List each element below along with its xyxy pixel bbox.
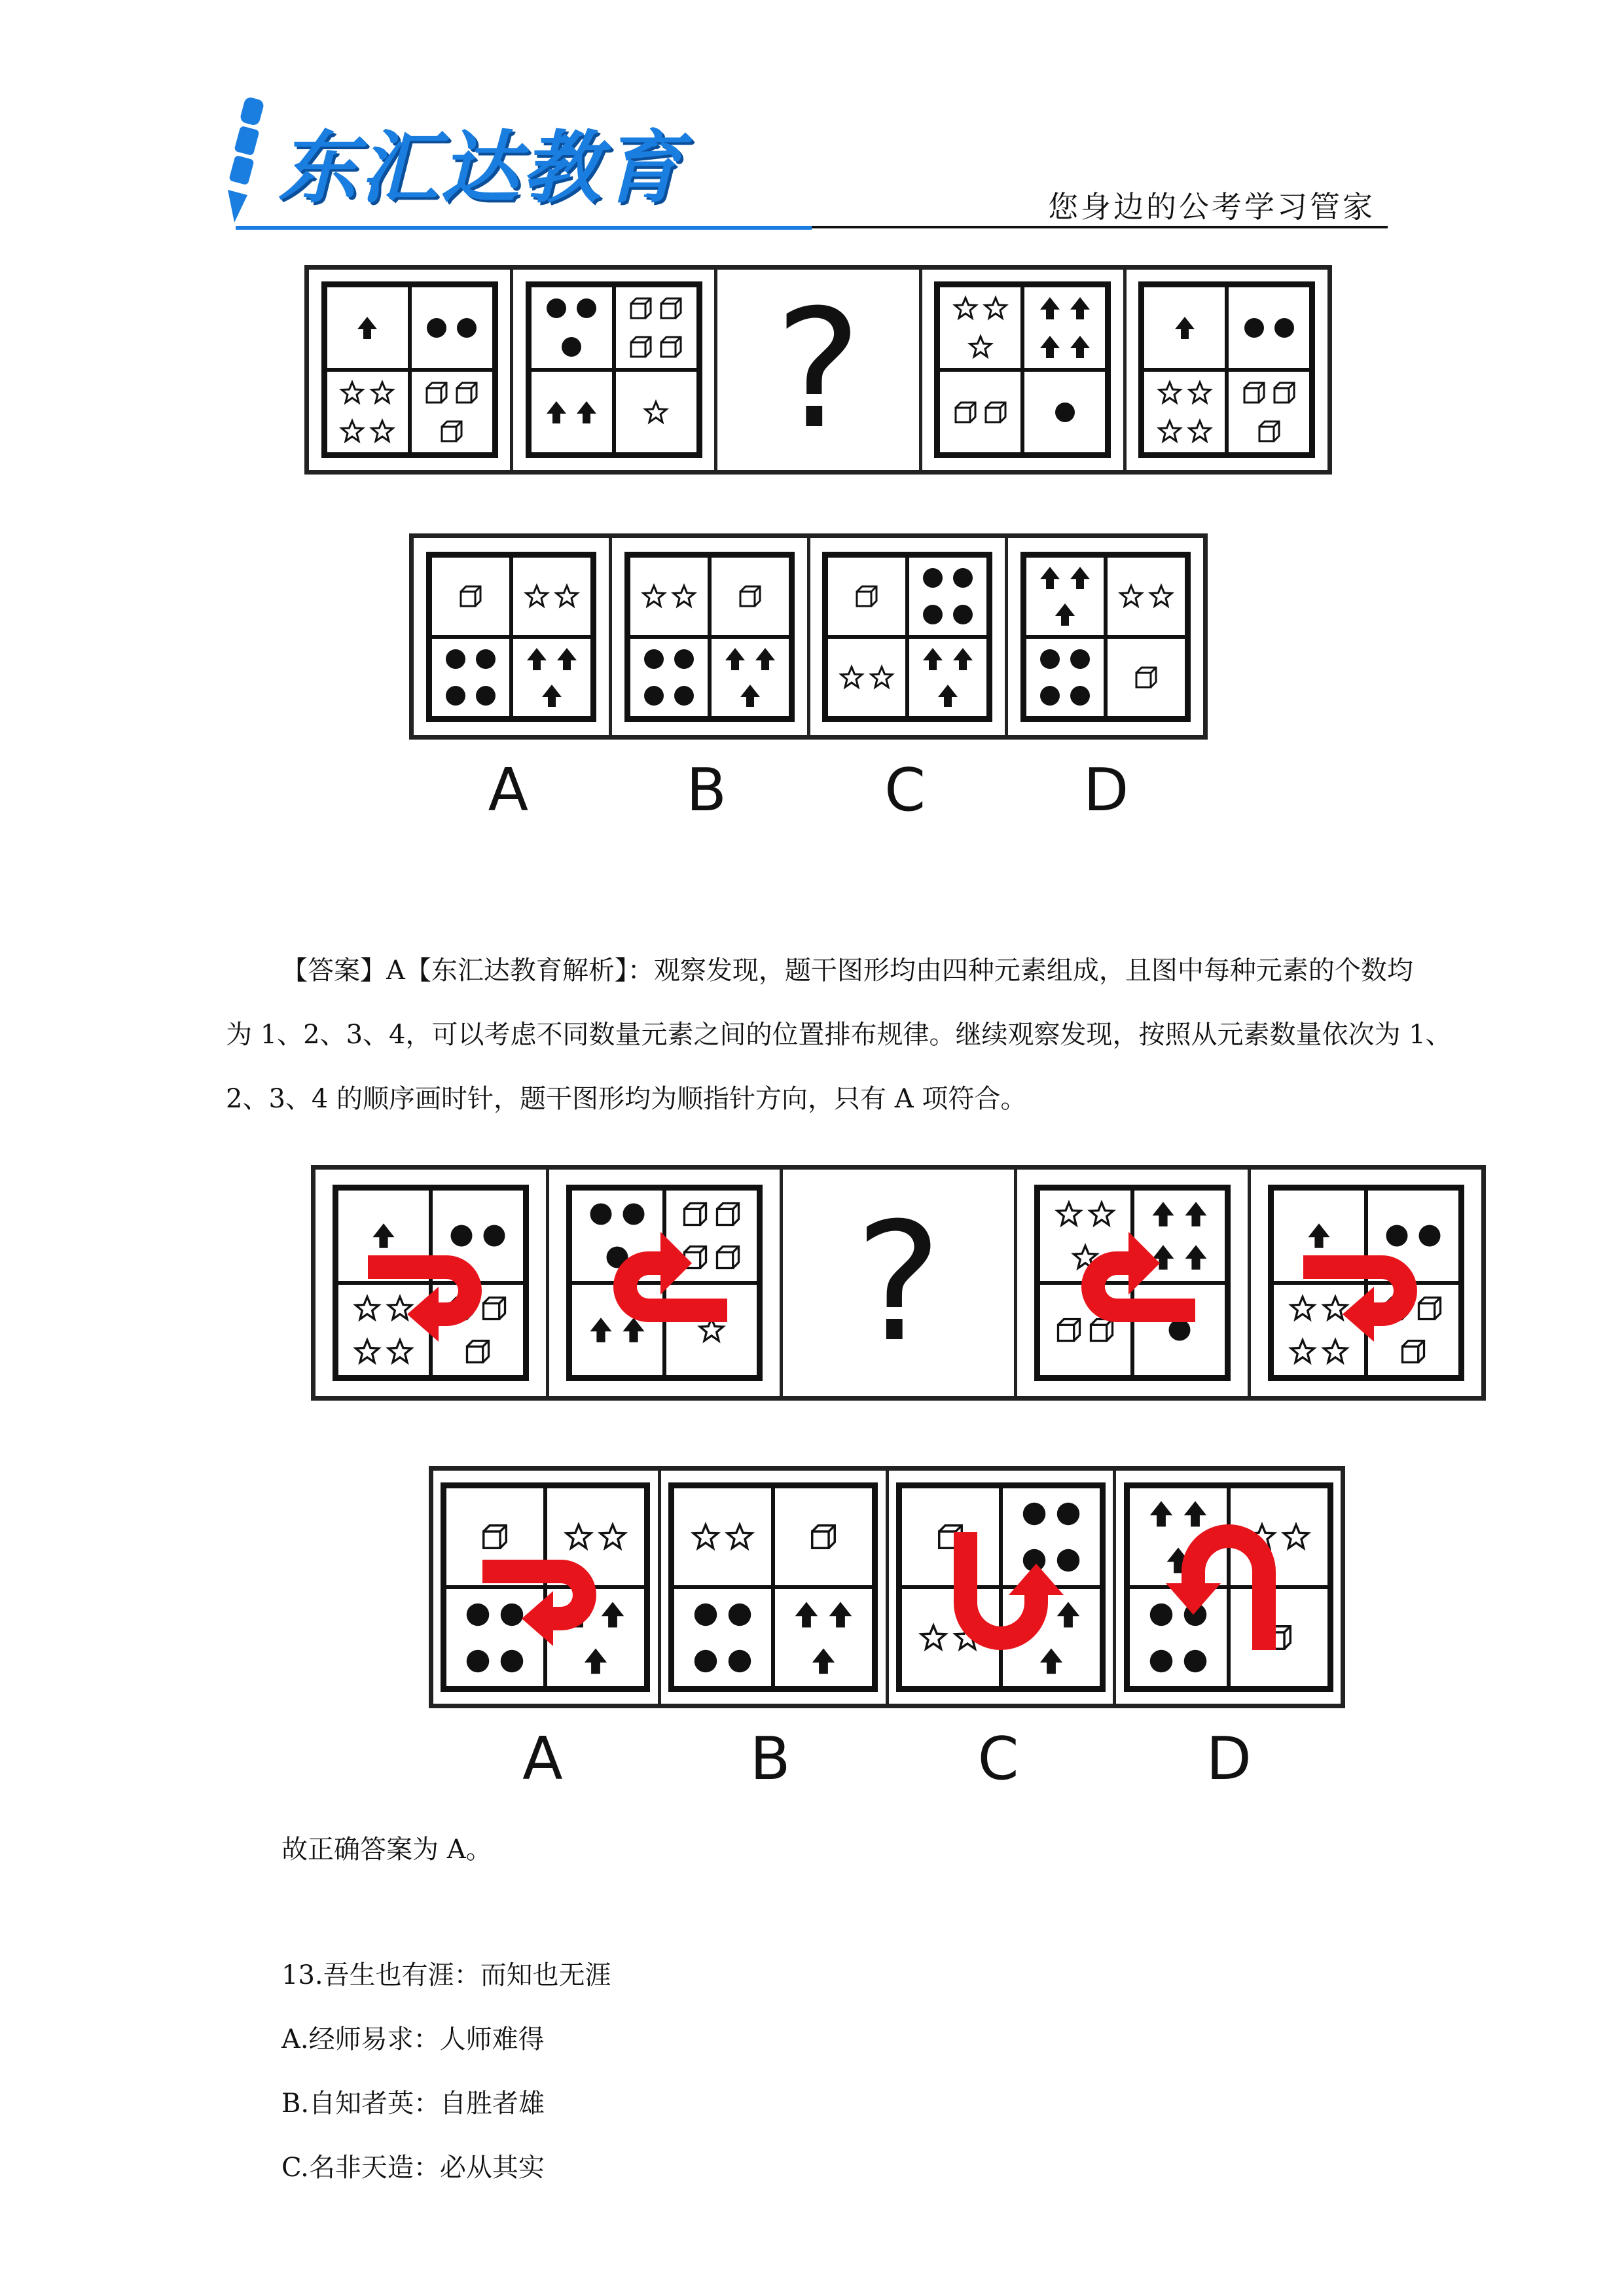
figure-cell	[431, 1189, 525, 1283]
dot-icon	[1180, 1600, 1210, 1630]
star-icon	[598, 1522, 628, 1552]
figure-grid	[426, 552, 596, 722]
dot-icon	[619, 1200, 648, 1229]
figure-cell	[1227, 370, 1311, 454]
pencil-logo-icon	[223, 92, 281, 229]
figure-cell	[672, 1587, 773, 1688]
annotated-question-panel-2	[546, 1170, 780, 1396]
figure-cell	[773, 1486, 874, 1587]
option-panel-2	[609, 538, 807, 735]
figure-cell	[530, 285, 614, 370]
figure-cell	[545, 1486, 646, 1587]
star-icon	[967, 334, 994, 360]
dot-icon	[641, 646, 667, 672]
triangle-arrow-icon	[791, 1600, 821, 1630]
figure-cell	[664, 1189, 759, 1283]
cube-icon	[1271, 380, 1297, 406]
figure-cell	[1132, 1283, 1227, 1377]
dot-icon	[424, 315, 450, 341]
star-icon	[1087, 1200, 1116, 1229]
dot-icon	[1146, 1646, 1176, 1676]
figure-cell	[1366, 1189, 1460, 1283]
star-icon	[386, 1294, 414, 1323]
dot-icon	[1165, 1316, 1194, 1344]
cube-icon	[1055, 1316, 1083, 1344]
question-panel-3	[714, 270, 918, 470]
figure-cell	[1229, 1587, 1329, 1688]
question-13-option-a[interactable]: A.经师易求：人师难得	[281, 2024, 545, 2054]
triangle-arrow-icon	[935, 683, 961, 709]
brand-name: 东汇达教育	[278, 123, 684, 214]
analysis-line-1: 【答案】A【东汇达教育解析】：观察发现，题干图形均由四种元素组成，且图中每种元素的个数均	[281, 956, 1413, 986]
question-panel-2	[510, 270, 714, 470]
star-icon	[339, 380, 365, 406]
star-icon	[1071, 1243, 1100, 1272]
dot-icon	[1067, 646, 1093, 672]
figure-cell	[570, 1283, 664, 1377]
triangle-arrow-icon	[586, 1316, 615, 1344]
figure-cell	[1227, 285, 1311, 370]
annotated-option-panel-2	[658, 1471, 886, 1704]
option-label-d[interactable]: D	[1083, 756, 1129, 825]
star-icon	[671, 583, 697, 609]
figure-cell	[1128, 1587, 1229, 1688]
star-icon	[952, 295, 979, 321]
question-panel-5	[1123, 270, 1327, 470]
star-icon	[1321, 1294, 1350, 1323]
option-label-c[interactable]: C	[884, 756, 926, 825]
triangle-arrow-icon	[354, 315, 380, 341]
triangle-arrow-icon	[1149, 1243, 1178, 1272]
star-icon	[1055, 1200, 1083, 1229]
star-icon	[725, 1522, 755, 1552]
triangle-arrow-icon	[1067, 565, 1093, 591]
cube-icon	[480, 1294, 509, 1323]
dot-icon	[1053, 1545, 1083, 1575]
cube-icon	[681, 1200, 710, 1229]
star-icon	[564, 1522, 594, 1552]
star-icon	[1281, 1522, 1311, 1552]
figure-cell	[1132, 1189, 1227, 1283]
star-icon	[1157, 418, 1183, 444]
question-13-option-c[interactable]: C.名非天造：必从其实	[281, 2153, 545, 2183]
figure-cell	[1142, 285, 1227, 370]
figure-cell	[1272, 1283, 1366, 1377]
dot-icon	[1037, 646, 1063, 672]
figure-cell	[1001, 1587, 1102, 1688]
figure-cell	[430, 556, 511, 637]
triangle-arrow-icon	[1036, 1646, 1066, 1676]
star-icon	[983, 295, 1009, 321]
cube-icon	[447, 1294, 476, 1323]
cube-icon	[952, 399, 979, 425]
triangle-arrow-icon	[722, 646, 748, 672]
figure-cell	[410, 370, 494, 454]
option-panel-4	[1005, 538, 1203, 735]
figure-cell	[1142, 370, 1227, 454]
triangle-arrow-icon	[543, 399, 569, 425]
figure-cell	[907, 556, 988, 637]
dot-icon	[1382, 1221, 1411, 1250]
figure-grid	[822, 552, 992, 722]
figure-cell	[1038, 1283, 1132, 1377]
cube-icon	[628, 334, 654, 360]
dot-icon	[1052, 399, 1078, 425]
triangle-arrow-icon	[619, 1316, 648, 1344]
figure-cell	[336, 1189, 431, 1283]
cube-icon	[854, 583, 880, 609]
conclusion: 故正确答案为 A。	[281, 1835, 492, 1865]
figure-cell	[444, 1587, 545, 1688]
star-icon	[918, 1623, 948, 1653]
figure-cell	[614, 285, 698, 370]
triangle-arrow-icon	[554, 646, 580, 672]
triangle-arrow-icon	[1067, 334, 1093, 360]
figure-cell	[1038, 1189, 1132, 1283]
triangle-arrow-icon	[1146, 1499, 1176, 1529]
figure-grid	[624, 552, 795, 722]
cube-icon	[935, 1522, 965, 1552]
option-label-a[interactable]: A	[488, 756, 529, 825]
triangle-arrow-icon	[369, 1221, 398, 1250]
figure-cell	[614, 370, 698, 454]
figure-grid	[1020, 552, 1191, 722]
dot-icon	[497, 1600, 527, 1630]
star-icon	[369, 380, 395, 406]
cube-icon	[463, 1337, 492, 1366]
star-icon	[353, 1337, 382, 1366]
triangle-arrow-icon	[1053, 1600, 1083, 1630]
option-labels	[409, 756, 1208, 825]
dot-icon	[473, 683, 499, 709]
star-icon	[554, 583, 580, 609]
cube-icon	[1133, 664, 1159, 691]
cube-icon	[1087, 1316, 1116, 1344]
figure-grid	[668, 1482, 878, 1692]
figure-grid	[1034, 1185, 1231, 1381]
star-icon	[839, 664, 865, 691]
figure-cell	[1024, 556, 1106, 637]
figure-cell	[672, 1486, 773, 1587]
star-icon	[1247, 1522, 1277, 1552]
figure-cell	[511, 637, 592, 718]
annotated-options-row	[429, 1466, 1345, 1708]
triangle-arrow-icon	[1067, 295, 1093, 321]
figure-grid	[441, 1482, 650, 1692]
dot-icon	[454, 315, 480, 341]
triangle-arrow-icon	[539, 683, 565, 709]
figure-grid	[1138, 281, 1315, 458]
cube-icon	[658, 334, 684, 360]
figure-cell	[938, 370, 1022, 454]
dot-icon	[1241, 315, 1267, 341]
triangle-arrow-icon	[1182, 1243, 1210, 1272]
dot-icon	[558, 334, 585, 360]
question-panel-1	[309, 270, 510, 470]
annotated-question-panel-5	[1248, 1170, 1481, 1396]
dot-icon	[1053, 1499, 1083, 1529]
triangle-arrow-icon	[1180, 1499, 1210, 1529]
figure-cell	[431, 1283, 525, 1377]
dot-icon	[463, 1646, 493, 1676]
dot-icon	[1067, 683, 1093, 709]
figure-cell	[545, 1587, 646, 1688]
cube-icon	[454, 380, 480, 406]
figure-cell	[511, 556, 592, 637]
option-panel-3	[807, 538, 1005, 735]
dot-icon	[1415, 1221, 1444, 1250]
figure-grid	[333, 1185, 529, 1381]
triangle-arrow-icon	[1052, 601, 1078, 628]
star-icon	[952, 1623, 983, 1653]
annotated-option-labels	[429, 1725, 1345, 1793]
option-panel-1	[414, 538, 609, 735]
figure-cell	[907, 637, 988, 718]
cube-icon	[1264, 1623, 1294, 1653]
figure-cell	[1229, 1486, 1329, 1587]
star-icon	[1157, 380, 1183, 406]
figure-cell	[430, 637, 511, 718]
triangle-arrow-icon	[564, 1600, 594, 1630]
annotated-question-panel-4	[1014, 1170, 1248, 1396]
dot-icon	[543, 295, 569, 321]
figure-grid	[526, 281, 702, 458]
triangle-arrow-icon	[581, 1646, 611, 1676]
figure-cell	[530, 370, 614, 454]
star-icon	[1187, 380, 1213, 406]
figure-cell	[628, 637, 710, 718]
dot-icon	[497, 1646, 527, 1676]
triangle-arrow-icon	[1019, 1600, 1049, 1630]
figure-cell	[664, 1283, 759, 1377]
triangle-arrow-icon	[1305, 1221, 1333, 1250]
triangle-arrow-icon	[825, 1600, 856, 1630]
cube-icon	[458, 583, 484, 609]
dot-icon	[603, 1243, 632, 1272]
question-13-stem: 13.吾生也有涯：而知也无涯	[281, 1960, 611, 1990]
figure-cell	[325, 370, 410, 454]
figure-cell	[900, 1486, 1001, 1587]
figure-cell	[710, 637, 791, 718]
figure-grid	[1268, 1185, 1464, 1381]
triangle-arrow-icon	[1037, 295, 1063, 321]
figure-cell	[325, 285, 410, 370]
figure-cell	[444, 1486, 545, 1587]
star-icon	[691, 1522, 721, 1552]
triangle-arrow-icon	[573, 399, 600, 425]
figure-cell	[628, 556, 710, 637]
figure-cell	[570, 1189, 664, 1283]
dot-icon	[447, 1221, 476, 1250]
dot-icon	[1180, 1646, 1210, 1676]
star-icon	[1187, 418, 1213, 444]
dot-icon	[920, 565, 946, 591]
triangle-arrow-icon	[1037, 334, 1063, 360]
cube-icon	[713, 1200, 742, 1229]
cube-icon	[658, 295, 684, 321]
triangle-arrow-icon	[1149, 1200, 1178, 1229]
figure-cell	[773, 1587, 874, 1688]
cube-icon	[713, 1243, 742, 1272]
star-icon	[1148, 583, 1174, 609]
figure-cell	[826, 637, 907, 718]
cube-icon	[424, 380, 450, 406]
annotated-question-panel-3	[780, 1170, 1013, 1396]
dot-icon	[725, 1600, 755, 1630]
cube-icon	[439, 418, 465, 444]
star-icon	[369, 418, 395, 444]
dot-icon	[473, 646, 499, 672]
figure-cell	[900, 1587, 1001, 1688]
triangle-arrow-icon	[920, 646, 946, 672]
header-slogan: 您身边的公考学习管家	[1048, 189, 1375, 224]
triangle-arrow-icon	[1037, 565, 1063, 591]
dot-icon	[1037, 683, 1063, 709]
star-icon	[524, 583, 550, 609]
dot-icon	[1271, 315, 1297, 341]
dot-icon	[442, 683, 469, 709]
triangle-arrow-icon	[950, 646, 976, 672]
figure-cell	[1128, 1486, 1229, 1587]
annotated-option-panel-3	[886, 1471, 1113, 1704]
figure-cell	[710, 556, 791, 637]
dot-icon	[463, 1600, 493, 1630]
star-icon	[339, 418, 365, 444]
question-panel-4	[919, 270, 1123, 470]
figure-cell	[1022, 285, 1107, 370]
options-figure-row	[409, 533, 1208, 740]
dot-icon	[586, 1200, 615, 1229]
annotated-question-row	[311, 1165, 1486, 1401]
cube-icon	[1382, 1294, 1411, 1323]
figure-cell	[336, 1283, 431, 1377]
figure-cell	[1024, 637, 1106, 718]
cube-icon	[737, 583, 763, 609]
annotated-option-panel-4	[1113, 1471, 1341, 1704]
dot-icon	[725, 1646, 755, 1676]
figure-cell	[1106, 637, 1187, 718]
option-label-b[interactable]: B	[686, 756, 727, 825]
star-icon	[1288, 1294, 1317, 1323]
question-mark: ?	[855, 1187, 942, 1378]
dot-icon	[671, 646, 697, 672]
star-icon	[697, 1316, 726, 1344]
annotated-option-label-d[interactable]: D	[1206, 1725, 1252, 1793]
cube-icon	[1256, 418, 1282, 444]
cube-icon	[1415, 1294, 1444, 1323]
figure-grid	[566, 1185, 763, 1381]
dot-icon	[573, 295, 600, 321]
star-icon	[386, 1337, 414, 1366]
annotated-option-label-c[interactable]: C	[977, 1725, 1019, 1793]
dot-icon	[950, 601, 976, 628]
figure-grid	[896, 1482, 1106, 1692]
dot-icon	[691, 1646, 721, 1676]
annotated-question-panel-1	[316, 1170, 546, 1396]
figure-cell	[938, 285, 1022, 370]
annotated-option-panel-1	[433, 1471, 658, 1704]
question-13-option-b[interactable]: B.自知者英：自胜者雄	[281, 2089, 545, 2119]
dot-icon	[1019, 1499, 1049, 1529]
cube-icon	[628, 295, 654, 321]
dot-icon	[671, 683, 697, 709]
star-icon	[1118, 583, 1144, 609]
dot-icon	[691, 1600, 721, 1630]
dot-icon	[950, 565, 976, 591]
annotated-option-label-a[interactable]: A	[522, 1725, 563, 1793]
figure-grid	[1124, 1482, 1333, 1692]
figure-cell	[1106, 556, 1187, 637]
star-icon	[869, 664, 895, 691]
logo	[223, 92, 281, 229]
triangle-arrow-icon	[752, 646, 778, 672]
cube-icon	[983, 399, 1009, 425]
triangle-arrow-icon	[737, 683, 763, 709]
cube-icon	[480, 1522, 510, 1552]
figure-cell	[1366, 1283, 1460, 1377]
annotated-option-label-b[interactable]: B	[749, 1725, 791, 1793]
figure-grid	[934, 281, 1111, 458]
figure-cell	[1272, 1189, 1366, 1283]
figure-cell	[1022, 370, 1107, 454]
dot-icon	[920, 601, 946, 628]
dot-icon	[480, 1221, 509, 1250]
cube-icon	[681, 1243, 710, 1272]
triangle-arrow-icon	[1172, 315, 1198, 341]
header-divider-accent	[236, 226, 812, 230]
triangle-arrow-icon	[808, 1646, 839, 1676]
cube-icon	[1399, 1337, 1428, 1366]
figure-cell	[1001, 1486, 1102, 1587]
dot-icon	[1146, 1600, 1176, 1630]
triangle-arrow-icon	[598, 1600, 628, 1630]
figure-cell	[826, 556, 907, 637]
dot-icon	[1019, 1545, 1049, 1575]
analysis-line-3: 2、3、4 的顺序画时针，题干图形均为顺指针方向，只有 A 项符合。	[226, 1084, 1027, 1114]
triangle-arrow-icon	[524, 646, 550, 672]
star-icon	[643, 399, 669, 425]
star-icon	[641, 583, 667, 609]
question-figure-row	[304, 265, 1332, 475]
dot-icon	[641, 683, 667, 709]
dot-icon	[442, 646, 469, 672]
question-mark: ?	[774, 274, 862, 465]
star-icon	[1321, 1337, 1350, 1366]
cube-icon	[808, 1522, 839, 1552]
star-icon	[353, 1294, 382, 1323]
triangle-arrow-icon	[1163, 1545, 1193, 1575]
cube-icon	[1241, 380, 1267, 406]
figure-cell	[410, 285, 494, 370]
triangle-arrow-icon	[1182, 1200, 1210, 1229]
star-icon	[1288, 1337, 1317, 1366]
analysis-line-2: 为 1、2、3、4，可以考虑不同数量元素之间的位置排布规律。继续观察发现，按照从元素数量依次为 1、	[226, 1020, 1452, 1050]
figure-grid	[321, 281, 498, 458]
